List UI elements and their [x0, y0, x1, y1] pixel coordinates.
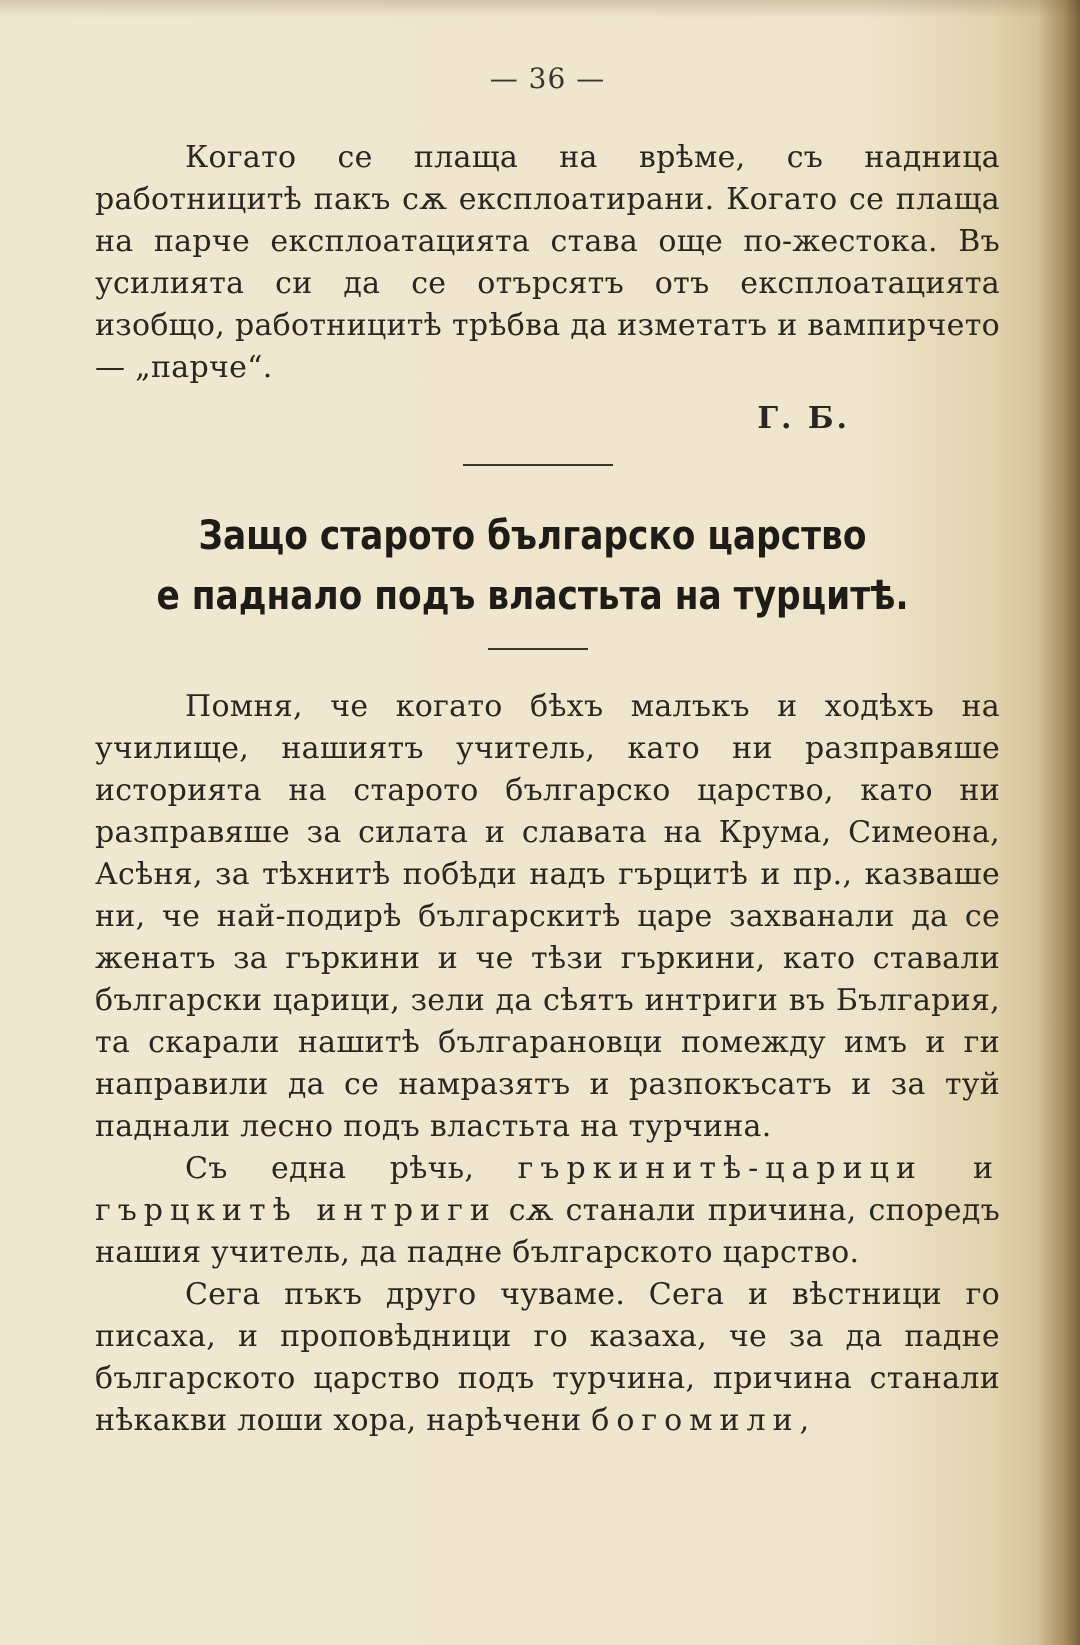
title-divider — [488, 648, 588, 650]
book-spine-shadow — [1038, 0, 1080, 1645]
paragraph-3-emphasis: богомили, — [591, 1403, 817, 1438]
article-title — [156, 506, 909, 626]
article-title-line-2: е паднало подъ властьта на турцитѣ. — [156, 573, 909, 619]
page-top-edge-shadow — [0, 0, 1080, 18]
article-title-line-1: Защо старото българско царство — [198, 513, 867, 559]
article-body — [95, 686, 1000, 1442]
article-paragraph-3 — [95, 1274, 1000, 1442]
paragraph-3-main: Сега пъкъ друго чуваме. Сега и вѣстници го писаха, и проповѣдници го казаха, че за да падне българското царство подъ турчина, причина станали нѣкакви лоши хора, нарѣчени — [95, 1277, 1000, 1438]
page-number: — 36 — — [489, 62, 606, 95]
paragraph-2-emphasis: гъркинитѣ-царици и гърцкитѣ интриги — [95, 1151, 1001, 1228]
article-paragraph-1: Помня, че когато бѣхъ малъкъ и ходѣхъ на училище, нашиятъ учитель, като ни разправяше историята на старото българско царство, като ни разправяше за силата и славата на Крума, Симеона, Асѣня, за тѣхнитѣ побѣди надъ гърцитѣ и пр., казваше ни, че най-подирѣ българскитѣ царе захванали да се женатъ за гъркини и че тѣзи гъркини, като ставали български царици, зели да сѣятъ интриги въ България, та скарали нашитѣ българановци помежду имъ и ги направили да се намразятъ и разпокъсатъ и за туй паднали лесно подъ властьта на турчина. — [95, 689, 1000, 1144]
article-paragraph-2 — [95, 1148, 1000, 1274]
section-divider — [463, 464, 613, 466]
page-content — [95, 62, 1000, 1442]
paragraph-2-rest: сѫ станали причина, споредъ нашия учитель, да падне българското царство. — [95, 1193, 1000, 1270]
paragraph-2-lead: Съ една рѣчь, — [185, 1151, 475, 1186]
author-signature: Г. Б. — [757, 401, 850, 436]
intro-paragraph: Когато се плаща на врѣме, съ надница работницитѣ пакъ сѫ експлоатирани. Когато се плаща на парче експлоатацията става още по-жестока. Въ усилията си да се отърсятъ отъ експлоатацията изобщо, работницитѣ трѣбва да изметатъ и вампирчето — „парче“. — [95, 140, 1000, 385]
